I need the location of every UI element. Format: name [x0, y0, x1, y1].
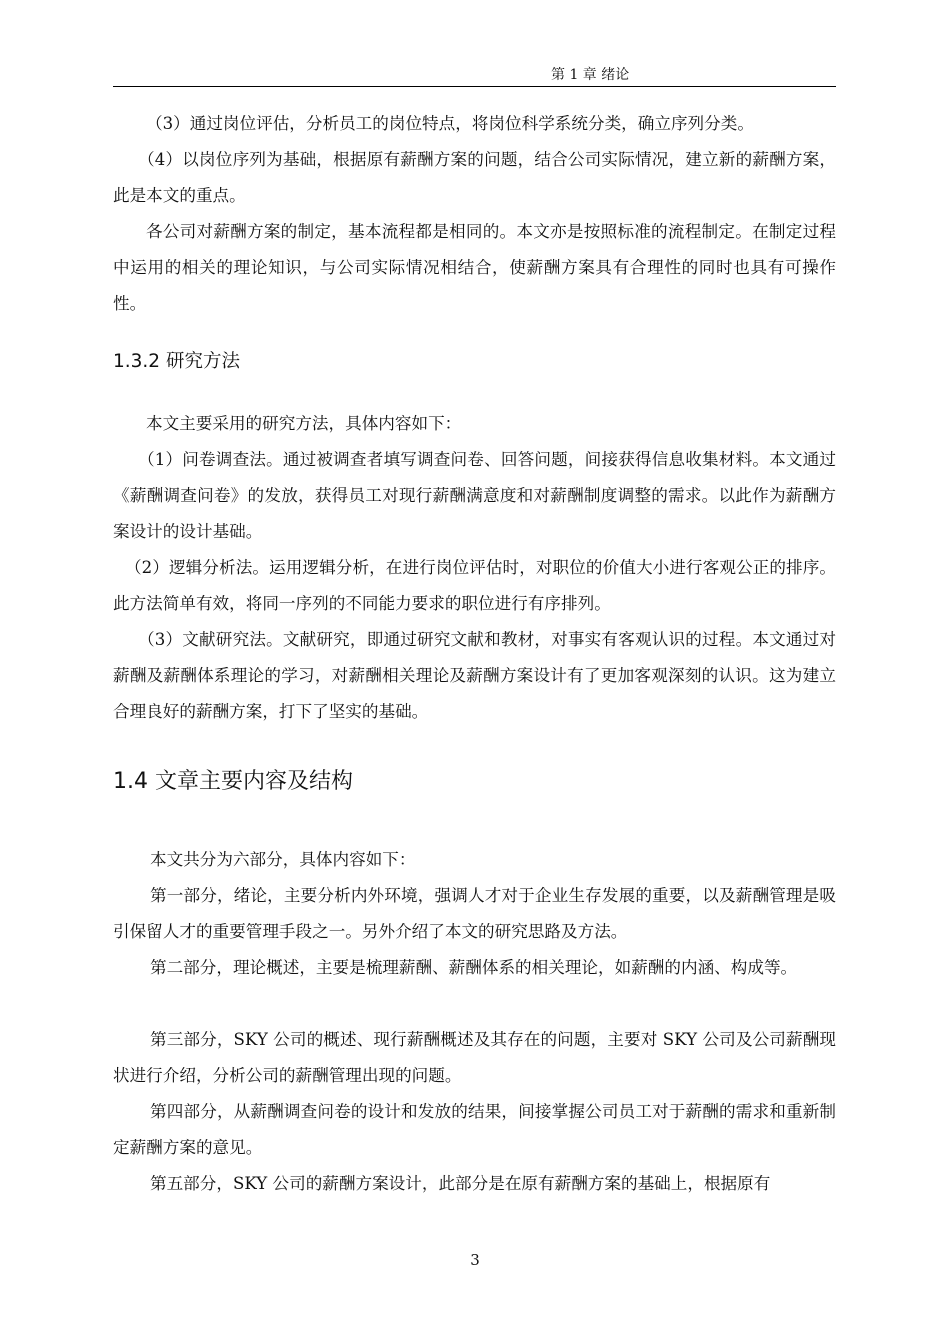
paragraph-method-literature: （3）文献研究法。文献研究，即通过研究文献和教材，对事实有客观认识的过程。本文通过对薪酬及薪酬体系理论的学习，对薪酬相关理论及薪酬方案设计有了更加客观深刻的认识。这为建立合理良好的薪酬方案，打下了坚实的基础。: [113, 630, 836, 721]
section-heading-research-methods: 1.3.2 研究方法: [113, 351, 240, 372]
paragraph-process-summary: 各公司对薪酬方案的制定，基本流程都是相同的。本文亦是按照标准的流程制定。在制定过程中运用的相关的理论知识，与公司实际情况相结合，使薪酬方案具有合理性的同时也具有可操作性。: [113, 222, 836, 313]
paragraph-step-4: （4）以岗位序列为基础，根据原有薪酬方案的问题，结合公司实际情况，建立新的薪酬方案，此是本文的重点。: [113, 150, 836, 205]
paragraph-part-3: 第三部分，SKY 公司的概述、现行薪酬概述及其存在的问题，主要对 SKY 公司及公司薪酬现状进行介绍，分析公司的薪酬管理出现的问题。: [113, 1030, 836, 1085]
paragraph-method-questionnaire: （1）问卷调查法。通过被调查者填写调查问卷、回答问题，间接获得信息收集材料。本文通过《薪酬调查问卷》的发放，获得员工对现行薪酬满意度和对薪酬制度调整的需求。以此作为薪酬方案设计的设计基础。: [113, 450, 836, 541]
paragraph-step-3: （3）通过岗位评估，分析员工的岗位特点，将岗位科学系统分类，确立序列分类。: [146, 114, 754, 133]
page-number: 3: [470, 1251, 480, 1269]
paragraph-part-4: 第四部分，从薪酬调查问卷的设计和发放的结果，间接掌握公司员工对于薪酬的需求和重新制定薪酬方案的意见。: [113, 1102, 836, 1157]
page-header: [113, 66, 836, 87]
paragraph-part-2: 第二部分，理论概述，主要是梳理薪酬、薪酬体系的相关理论，如薪酬的内涵、构成等。: [150, 958, 798, 977]
section-heading-content-structure: 1.4 文章主要内容及结构: [113, 769, 353, 794]
running-header-title: 第 1 章 绪论: [551, 67, 630, 83]
paragraph-part-5: 第五部分，SKY 公司的薪酬方案设计，此部分是在原有薪酬方案的基础上，根据原有: [150, 1174, 771, 1193]
paragraph-part-1: 第一部分，绪论，主要分析内外环境，强调人才对于企业生存发展的重要，以及薪酬管理是吸引保留人才的重要管理手段之一。另外介绍了本文的研究思路及方法。: [113, 886, 836, 941]
paragraph-structure-intro: 本文共分为六部分，具体内容如下：: [150, 850, 416, 869]
paragraph-method-logic-analysis: （2）逻辑分析法。运用逻辑分析，在进行岗位评估时，对职位的价值大小进行客观公正的排序。此方法简单有效，将同一序列的不同能力要求的职位进行有序排列。: [113, 558, 836, 613]
paragraph-methods-intro: 本文主要采用的研究方法，具体内容如下：: [146, 414, 462, 433]
